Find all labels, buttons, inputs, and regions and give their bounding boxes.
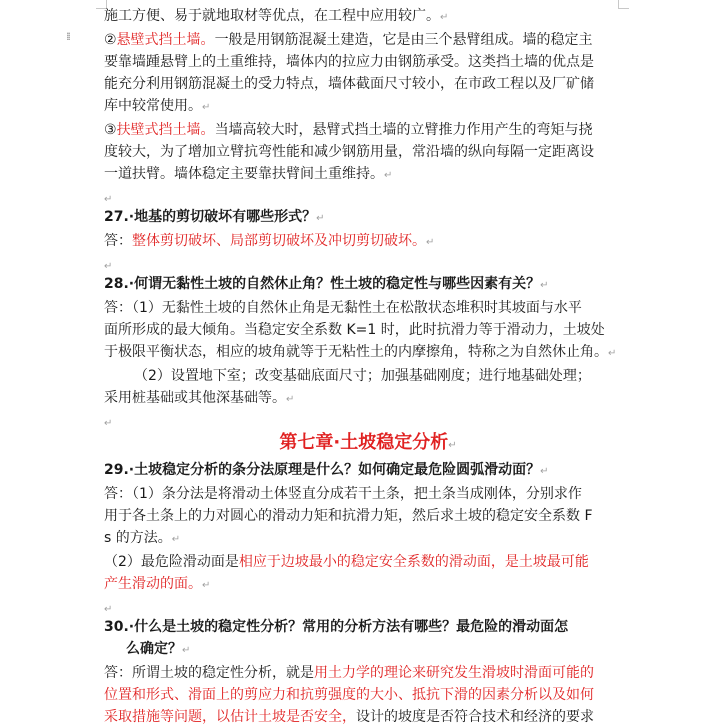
text-line: 度较大，为了增加立臂抗弯性能和减少钢筋用量，常沿墙的纵向每隔一定距离设 bbox=[104, 144, 594, 160]
text-line: 施工方便、易于就地取材等优点，在工程中应用较广。↵ bbox=[104, 8, 449, 24]
text-line: 位置和形式、滑面上的剪应力和抗剪强度的大小、抵抗下滑的因素分析以及如何 bbox=[104, 687, 594, 703]
text-line: 答：所谓土坡的稳定性分析，就是用土力学的理论来研究发生滑坡时滑面可能的 bbox=[104, 665, 594, 681]
text-line: 答：（1）无黏性土坡的自然休止角是无黏性土在松散状态堆积时其坡面与水平 bbox=[104, 300, 582, 316]
text-line: 采用桩基础或其他深基础等。↵ bbox=[104, 390, 295, 406]
drag-handle-icon[interactable]: ⁞⁞ bbox=[66, 30, 69, 43]
text-line: ③扶壁式挡土墙。当墙高较大时，悬臂式挡土墙的立臂推力作用产生的弯矩与挠 bbox=[104, 122, 593, 138]
text-line: 产生滑动的面。↵ bbox=[104, 576, 211, 592]
empty-line: ↵ bbox=[104, 418, 113, 429]
text-line: 能充分利用钢筋混凝土的受力特点，墙体截面尺寸较小，在市政工程以及厂矿储 bbox=[104, 76, 594, 92]
text-line: 要靠墙踵悬臂上的土重维持，墙体内的拉应力由钢筋承受。这类挡土墙的优点是 bbox=[104, 54, 594, 70]
text-line: 采取措施等问题，以估计土坡是否安全，设计的坡度是否符合技术和经济的要求 bbox=[104, 709, 594, 725]
document-body bbox=[104, 5, 632, 728]
text-line: ②悬壁式挡土墙。一般是用钢筋混凝土建造，它是由三个悬臂组成。墙的稳定主 bbox=[104, 32, 593, 48]
question-29: 29.·土坡稳定分析的条分法原理是什么？如何确定最危险圆弧滑动面？↵ bbox=[104, 462, 549, 478]
text-line: 面所形成的最大倾角。当稳定安全系数 K=1 时，此时抗滑力等于滑动力，土坡处 bbox=[104, 322, 605, 338]
question-30-cont: 么确定？↵ bbox=[126, 641, 191, 657]
text-line: 于极限平衡状态，相应的坡角就等于无粘性土的内摩擦角，特称之为自然休止角。↵ bbox=[104, 344, 617, 360]
text-line: 一道扶臂。墙体稳定主要靠扶臂间土重维持。↵ bbox=[104, 166, 393, 182]
empty-line: ↵ bbox=[104, 194, 113, 205]
empty-line: ↵ bbox=[104, 604, 113, 615]
text-line: 答：（1）条分法是将滑动土体竖直分成若干土条，把土条当成刚体，分别求作 bbox=[104, 486, 582, 502]
term-cantilever-wall: 悬壁式挡土墙。 bbox=[116, 32, 215, 48]
term-counterfort-wall: 扶壁式挡土墙。 bbox=[116, 122, 215, 138]
text-line: （2）设置地下室；改变基础底面尺寸；加强基础刚度；进行地基础处理； bbox=[134, 368, 591, 384]
text-line: （2）最危险滑动面是相应于边坡最小的稳定安全系数的滑动面，是土坡最可能 bbox=[104, 554, 589, 570]
question-30: 30.·什么是土坡的稳定性分析？常用的分析方法有哪些？最危险的滑动面怎 bbox=[104, 619, 569, 635]
question-28: 28.·何谓无黏性土坡的自然休止角？性土坡的稳定性与哪些因素有关？↵ bbox=[104, 276, 549, 292]
question-27: 27.·地基的剪切破坏有哪些形式？↵ bbox=[104, 209, 325, 225]
chapter-heading: 第七章·土坡稳定分析↵ bbox=[279, 432, 457, 453]
answer-27: 答：整体剪切破坏、局部剪切破坏及冲切剪切破坏。↵ bbox=[104, 233, 435, 249]
text-line: 用于各土条上的力对圆心的滑动力矩和抗滑力矩，然后求土坡的稳定安全系数 F bbox=[104, 508, 593, 524]
text-line: 库中较常使用。↵ bbox=[104, 98, 211, 114]
text-line: s 的方法。↵ bbox=[104, 530, 181, 546]
empty-line: ↵ bbox=[104, 261, 113, 272]
